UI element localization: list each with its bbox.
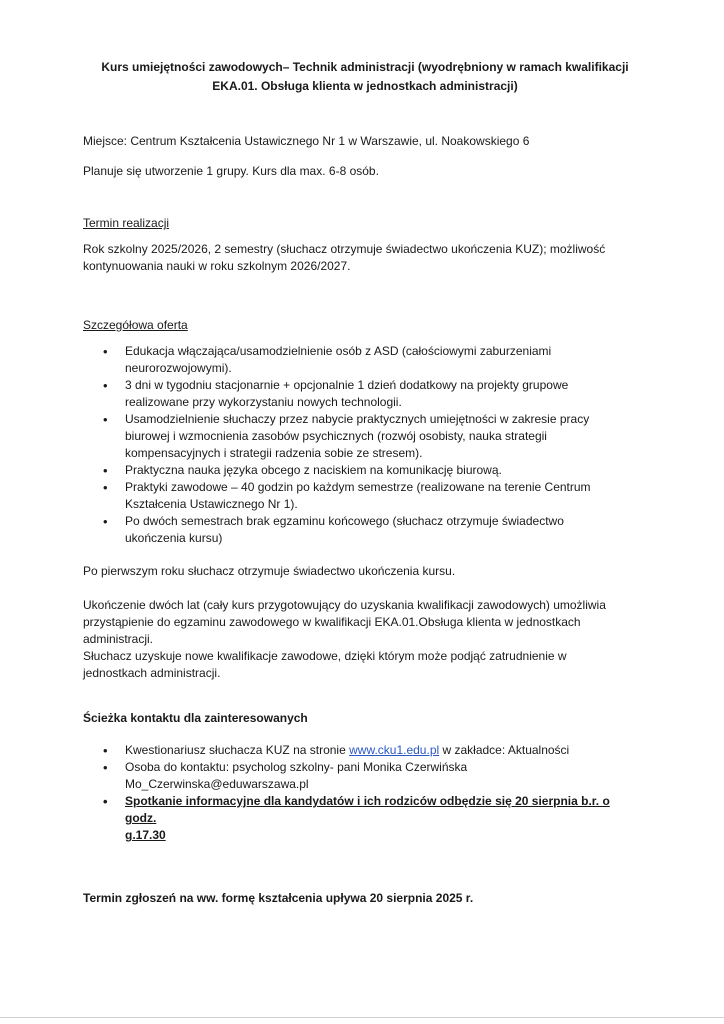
list-item xyxy=(83,742,643,759)
after-first-year-text: Po pierwszym roku słuchacz otrzymuje świadectwo ukończenia kursu. xyxy=(83,564,456,578)
title-line-2: EKA.01. Obsługa klienta w jednostkach administracji) xyxy=(212,79,518,93)
completion-line: administracji. xyxy=(83,632,154,646)
oferta-list xyxy=(83,343,643,547)
list-item xyxy=(83,759,643,793)
oferta-heading: Szczegółowa oferta xyxy=(83,318,188,332)
list-item-text: w zakładce: Aktualności xyxy=(439,743,570,757)
list-item-line: neurorozwojowymi). xyxy=(125,361,232,375)
contact-email: Mo_Czerwinska@eduwarszawa.pl xyxy=(125,777,309,791)
meeting-info-line: g.17.30 xyxy=(125,828,166,842)
page-edge-divider xyxy=(0,1017,724,1018)
list-item-line: • Praktyki zawodowe – 40 godzin po każdym semestrze (realizowane na terenie Centrum xyxy=(125,480,591,494)
list-item-line: Kształcenia Ustawicznego Nr 1). xyxy=(125,497,298,511)
cku1-website-link[interactable]: www.cku1.edu.pl xyxy=(349,743,440,757)
kontakt-heading: Ścieżka kontaktu dla zainteresowanych xyxy=(83,711,308,725)
list-item xyxy=(83,513,643,547)
list-item-line: • 3 dni w tygodniu stacjonarnie + opcjonalnie 1 dzień dodatkowy na projekty grupowe xyxy=(125,378,569,392)
list-item xyxy=(83,377,643,411)
list-item-line: ukończenia kursu) xyxy=(125,531,223,545)
list-item xyxy=(83,462,643,479)
list-item xyxy=(83,479,643,513)
completion-line: Słuchacz uzyskuje nowe kwalifikacje zawodowe, dzięki którym może podjąć zatrudnienie w xyxy=(83,649,567,663)
list-item-line: • Edukacja włączająca/usamodzielnienie osób z ASD (całościowymi zaburzeniami xyxy=(125,344,552,358)
termin-line-1: Rok szkolny 2025/2026, 2 semestry (słuchacz otrzymuje świadectwo ukończenia KUZ); możliwość xyxy=(83,242,606,256)
list-item-line: • Praktyczna nauka języka obcego z naciskiem na komunikację biurową. xyxy=(125,463,502,477)
kontakt-list xyxy=(83,742,643,844)
location-text: Miejsce: Centrum Kształcenia Ustawicznego Nr 1 w Warszawie, ul. Noakowskiego 6 xyxy=(83,134,530,148)
list-item-line: biurowej i wzmocnienia zasobów psychicznych (rozwój osobisty, nauka strategii xyxy=(125,429,547,443)
meeting-info-line: • Spotkanie informacyjne dla kandydatów i ich rodziców odbędzie się 20 sierpnia b.r. o godz. xyxy=(125,794,610,825)
termin-line-2: kontynuowania nauki w roku szkolnym 2026/2027. xyxy=(83,259,351,273)
list-item xyxy=(83,343,643,377)
document-title xyxy=(70,58,660,96)
completion-text xyxy=(83,597,643,682)
deadline-text: Termin zgłoszeń na ww. formę kształcenia upływa 20 sierpnia 2025 r. xyxy=(83,891,474,905)
termin-text xyxy=(83,241,643,275)
list-item-line: kompensacyjnych i strategii radzenia sobie ze stresem). xyxy=(125,446,423,460)
list-item xyxy=(83,793,643,844)
groups-text: Planuje się utworzenie 1 grupy. Kurs dla max. 6-8 osób. xyxy=(83,164,379,178)
contact-person: • Osoba do kontaktu: psycholog szkolny- pani Monika Czerwińska xyxy=(125,760,468,774)
list-item-line: • Usamodzielnienie słuchaczy przez nabycie praktycznych umiejętności w zakresie pracy xyxy=(125,412,590,426)
title-line-1: Kurs umiejętności zawodowych– Technik administracji (wyodrębniony w ramach kwalifikacji xyxy=(101,60,629,74)
list-item-line: realizowane przy wykorzystaniu nowych technologii. xyxy=(125,395,402,409)
completion-line: jednostkach administracji. xyxy=(83,666,221,680)
completion-line: przystąpienie do egzaminu zawodowego w kwalifikacji EKA.01.Obsługa klienta w jednostkach xyxy=(83,615,581,629)
list-item xyxy=(83,411,643,462)
completion-line: Ukończenie dwóch lat (cały kurs przygotowujący do uzyskania kwalifikacji zawodowych) umożliwia xyxy=(83,598,606,612)
termin-heading: Termin realizacji xyxy=(83,216,170,230)
list-item-line: • Po dwóch semestrach brak egzaminu końcowego (słuchacz otrzymuje świadectwo xyxy=(125,514,564,528)
list-item-text: Kwestionariusz słuchacza KUZ na stronie xyxy=(125,743,350,757)
